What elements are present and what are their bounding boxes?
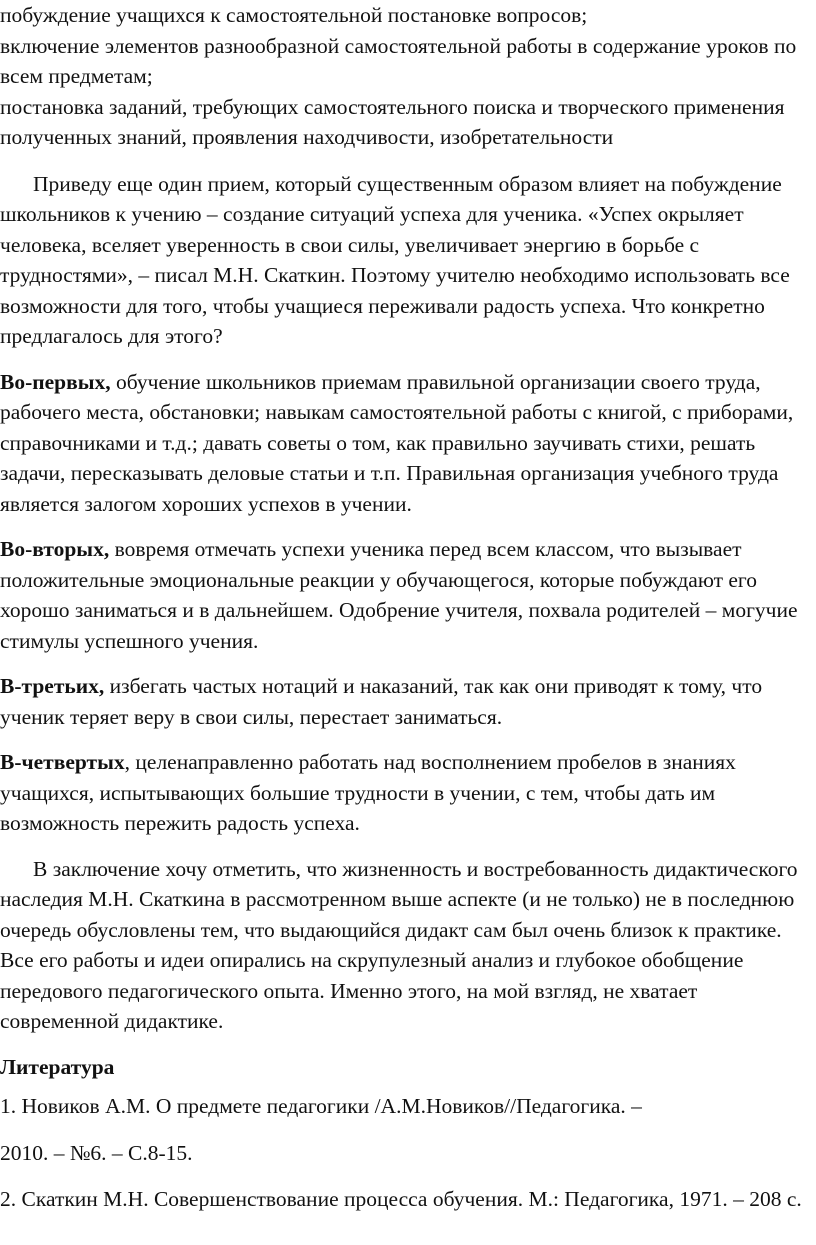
- point-second-lead: Во-вторых,: [0, 537, 110, 561]
- point-fourth-text: , целенаправленно работать над восполнением пробелов в знаниях учащихся, испытывающих большие трудности в учении, с тем, чтобы дать им возможность пережить радость успеха.: [0, 750, 736, 835]
- point-first-text: обучение школьников приемам правильной организации своего труда, рабочего места, обстановки; навыкам самостоятельной работы с книгой, с приборами, справочниками и т.д.; давать советы о том, как правильно заучивать стихи, решать задачи, пересказывать деловые статьи и т.п. Правильная организация учебного труда является залогом хороших успехов в учении.: [0, 369, 794, 516]
- point-second-text: вовремя отмечать успехи ученика перед всем классом, что вызывает положительные эмоциональные реакции у обучающегося, которые побуждают его хорошо заниматься и в дальнейшем. Одобрение учителя, похвала родителей – могучие стимулы успешного учения.: [0, 537, 798, 653]
- bullet-2: включение элементов разнообразной самостоятельной работы в содержание уроков по всем предметам;: [0, 33, 797, 88]
- point-fourth-lead: В-четвертых: [0, 750, 125, 774]
- point-third-lead: В-третьих,: [0, 674, 105, 698]
- bullet-3: постановка заданий, требующих самостоятельного поиска и творческого применения полученных знаний, проявления находчивости, изобретательности: [0, 94, 785, 149]
- point-first: [0, 367, 812, 520]
- point-third-text: избегать частых нотаций и наказаний, так как они приводят к тому, что ученик теряет веру в свои силы, перестает заниматься.: [0, 674, 763, 729]
- point-second: [0, 534, 812, 656]
- point-first-lead: Во-первых,: [0, 369, 111, 394]
- references-heading: Литература: [0, 1054, 115, 1079]
- reference-1-line-2: 2010. – №6. – С.8-15.: [0, 1140, 193, 1165]
- bullet-1: побуждение учащихся к самостоятельной постановке вопросов;: [0, 3, 588, 27]
- reference-1-line-1: 1. Новиков А.М. О предмете педагогики /А.М.Новиков//Педагогика. –: [0, 1094, 642, 1118]
- point-fourth: [0, 747, 812, 839]
- intro-paragraph: Приведу еще один прием, который существенным образом влияет на побуждение школьников к учению – создание ситуаций успеха для ученика. «Успех окрыляет человека, вселяет уверенность в свои силы, увеличивает энергию в борьбе с трудностями», – писал М.Н. Скаткин. Поэтому учителю необходимо использовать все возможности для того, чтобы учащиеся переживали радость успеха. Что конкретно предлагалось для этого?: [0, 171, 790, 348]
- conclusion-paragraph: В заключение хочу отметить, что жизненность и востребованность дидактического наследия М.Н. Скаткина в рассмотренном выше аспекте (и не только) не в последнюю очередь обусловлены тем, что выдающийся дидакт сам был очень близок к практике. Все его работы и идеи опирались на скрупулезный анализ и глубокое обобщение передового педагогического опыта. Именно этого, на мой взгляд, не хватает современной дидактике.: [0, 856, 798, 1033]
- reference-2: 2. Скаткин М.Н. Совершенствование процесса обучения. М.: Педагогика, 1971. – 208 с.: [0, 1187, 802, 1211]
- point-third: [0, 671, 812, 732]
